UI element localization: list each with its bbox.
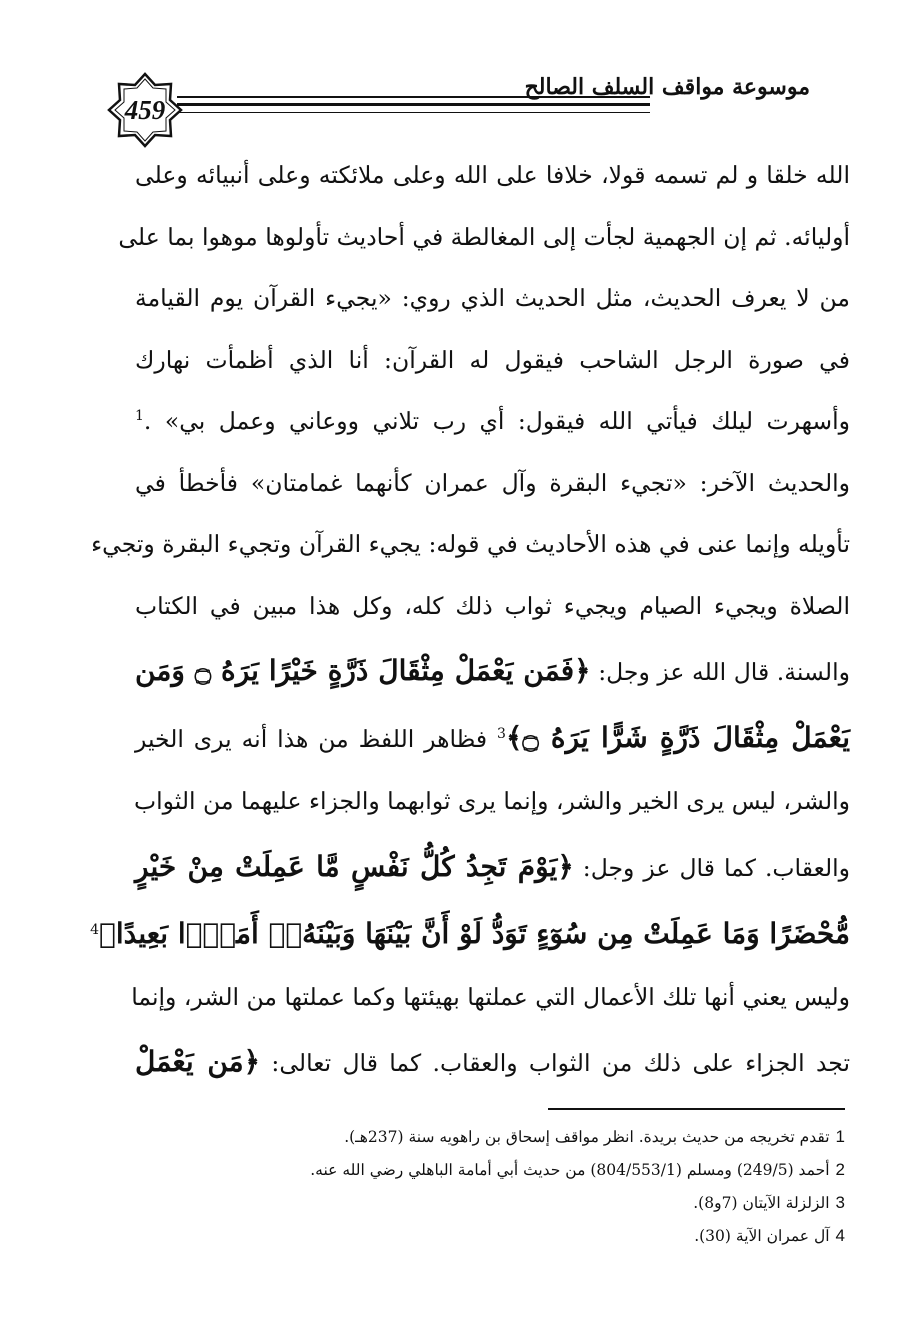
text-line: والشر، ليس يرى الخير والشر، وإنما يرى ثوابهما والجزاء عليهما من الثواب xyxy=(134,787,850,815)
footnote: 1تقدم تخريجه من حديث بريدة. انظر مواقف إسحاق بن راهويه سنة (237هـ). xyxy=(344,1127,845,1146)
footnotes xyxy=(200,1120,845,1252)
text-line: تجد الجزاء على ذلك من الثواب والعقاب. كما قال تعالى: ﴿مَن يَعْمَلْ xyxy=(135,1045,850,1078)
page-header xyxy=(105,70,810,146)
text-line: من لا يعرف الحديث، مثل الحديث الذي روي: «يجيء القرآن يوم القيامة xyxy=(135,284,850,312)
text-line: الصلاة ويجيء الصيام ويجيء ثواب ذلك كله، وكل هذا مبين في الكتاب xyxy=(135,591,850,620)
quran-verse: مُّحْضَرًا وَمَا عَمِلَتْ مِن سُوٓءٍ تَوَدُّ لَوْ أَنَّ بَيْنَهَا وَبَيْنَهُۥٓ أَمَدًۢا بَعِيدًا﴾ xyxy=(99,916,850,950)
text-line: في صورة الرجل الشاحب فيقول له القرآن: أنا الذي أظمأت نهارك xyxy=(135,345,850,374)
quran-verse: ﴿فَمَن يَعْمَلْ مِثْقَالَ ذَرَّةٍ خَيْرًا يَرَهُ ۝ وَمَن xyxy=(135,654,591,687)
footnote: 4آل عمران الآية (30). xyxy=(694,1226,845,1245)
body-text xyxy=(90,145,850,1095)
text-line: أوليائه. ثم إن الجهمية لجأت إلى المغالطة في أحاديث تأولوها موهوا بما على xyxy=(118,222,850,251)
text-line: يَعْمَلْ مِثْقَالَ ذَرَّةٍ شَرًّا يَرَهُ ۝﴾$^3$ فظاهر اللفظ من هذا أنه يرى الخير xyxy=(135,721,850,754)
text-line: وأسهرت ليلك فيأتي الله فيقول: أي رب تلاني ووعاني وعمل بي» .$^1$ xyxy=(135,407,850,435)
text-line: والعقاب. كما قال عز وجل: ﴿يَوْمَ تَجِدُ كُلُّ نَفْسٍ مَّا عَمِلَتْ مِنْ خَيْرٍ xyxy=(135,849,850,883)
quran-verse: يَعْمَلْ مِثْقَالَ ذَرَّةٍ شَرًّا يَرَهُ ۝﴾ xyxy=(505,721,850,754)
footnote-ref: 3 xyxy=(497,726,506,743)
footnote-ref: 4 xyxy=(90,921,100,938)
page-number-badge xyxy=(105,70,185,150)
text-line: وليس يعني أنها تلك الأعمال التي عملتها بهيئتها وكما عملتها من الشر، وإنما xyxy=(131,982,850,1011)
header-rule xyxy=(177,103,650,106)
quran-verse: ﴿يَوْمَ تَجِدُ كُلُّ نَفْسٍ مَّا عَمِلَتْ مِنْ خَيْرٍ xyxy=(135,849,574,883)
text-line: الله خلقا و لم تسمه قولا، خلافا على الله وعلى ملائكته وعلى أنبيائه وعلى xyxy=(135,161,850,189)
text-line: والسنة. قال الله عز وجل: ﴿فَمَن يَعْمَلْ مِثْقَالَ ذَرَّةٍ خَيْرًا يَرَهُ ۝ وَمَن xyxy=(135,654,850,687)
book-title: موسوعة مواقف السلف الصالح xyxy=(524,74,810,100)
text-line: تأويله وإنما عنى في هذه الأحاديث في قوله: يجيء القرآن وتجيء البقرة وتجيء xyxy=(91,530,850,558)
footnote: 2أحمد (249/5) ومسلم (804/553/1) من حديث أبي أمامة الباهلي رضي الله عنه. xyxy=(310,1160,845,1179)
page-number: 459 xyxy=(124,95,166,125)
text-line: والحديث الآخر: «تجيء البقرة وآل عمران كأنهما غمامتان» فأخطأ في xyxy=(135,468,850,497)
footnote-separator xyxy=(548,1108,845,1110)
quran-verse: ﴿مَن يَعْمَلْ xyxy=(135,1045,261,1078)
text-line xyxy=(90,900,850,967)
footnote: 3الزلزلة الآيتان (7و8). xyxy=(693,1193,845,1212)
footnote-ref: 1 xyxy=(135,408,144,425)
header-rule xyxy=(177,112,650,113)
